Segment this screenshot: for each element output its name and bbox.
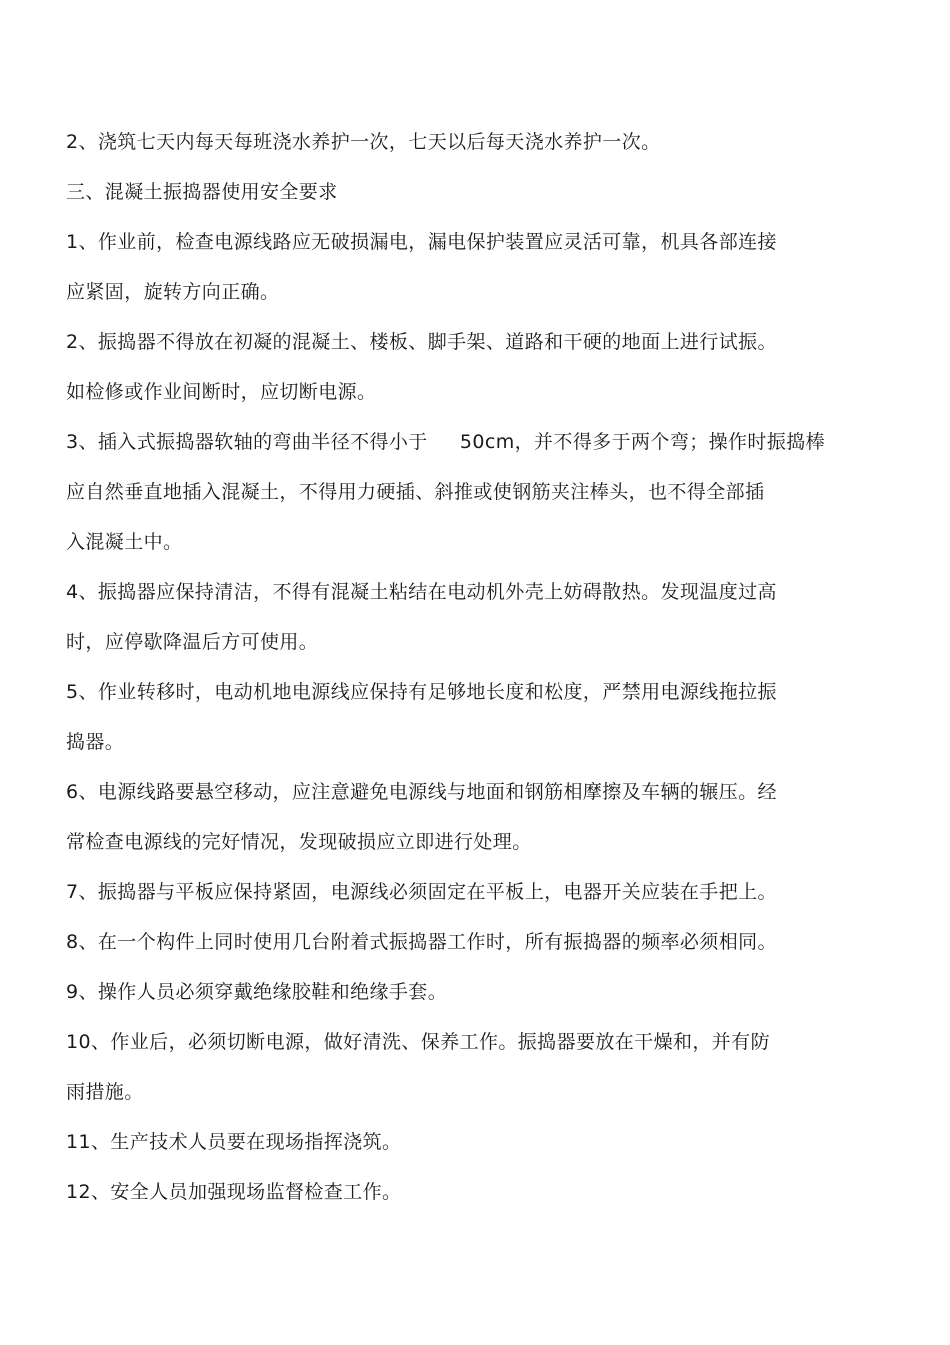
text-line: 时，应停歇降温后方可使用。: [66, 631, 319, 653]
text-line: 7、振捣器与平板应保持紧固，电源线必须固定在平板上，电器开关应装在手把上。: [66, 881, 777, 903]
text-line: 2、振捣器不得放在初凝的混凝土、楼板、脚手架、道路和干硬的地面上进行试振。: [66, 331, 777, 353]
text-line: 雨措施。: [66, 1081, 144, 1103]
text-line: 6、电源线路要悬空移动，应注意避免电源线与地面和钢筋相摩擦及车辆的辗压。经: [66, 781, 777, 803]
text-line: 9、操作人员必须穿戴绝缘胶鞋和绝缘手套。: [66, 981, 448, 1003]
text-line: 应紧固，旋转方向正确。: [66, 281, 280, 303]
text-line: 8、在一个构件上同时使用几台附着式振捣器工作时，所有振捣器的频率必须相同。: [66, 931, 777, 953]
text-line: 常检查电源线的完好情况，发现破损应立即进行处理。: [66, 831, 532, 853]
text-line: 应自然垂直地插入混凝土，不得用力硬插、斜推或使钢筋夹注棒头，也不得全部插: [66, 481, 765, 503]
text-line: 如检修或作业间断时，应切断电源。: [66, 381, 377, 403]
text-line: 1、作业前，检查电源线路应无破损漏电，漏电保护装置应灵活可靠，机具各部连接: [66, 231, 777, 253]
text-line: 捣器。: [66, 731, 125, 753]
text-line: 12、安全人员加强现场监督检查工作。: [66, 1181, 402, 1203]
text-line: 11、生产技术人员要在现场指挥浇筑。: [66, 1131, 402, 1153]
text-line: 10、作业后，必须切断电源，做好清洗、保养工作。振捣器要放在干燥和，并有防: [66, 1031, 770, 1053]
text-line: 3、插入式振捣器软轴的弯曲半径不得小于 50cm，并不得多于两个弯；操作时振捣棒: [66, 431, 826, 453]
text-line: 4、振捣器应保持清洁，不得有混凝土粘结在电动机外壳上妨碍散热。发现温度过高: [66, 581, 777, 603]
text-line: 2、浇筑七天内每天每班浇水养护一次，七天以后每天浇水养护一次。: [66, 131, 661, 153]
text-line: 5、作业转移时，电动机地电源线应保持有足够地长度和松度，严禁用电源线拖拉振: [66, 681, 777, 703]
text-line: 入混凝土中。: [66, 531, 183, 553]
section-heading: 三、混凝土振捣器使用安全要求: [66, 181, 338, 203]
